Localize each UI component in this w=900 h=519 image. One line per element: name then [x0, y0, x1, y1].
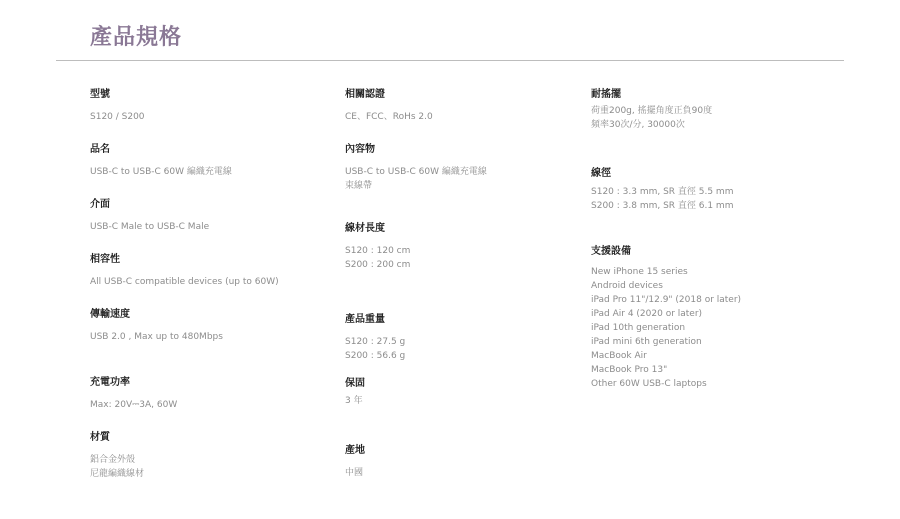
spec-value-line: 鋁合金外殼: [90, 455, 136, 465]
spec-label: 充電功率: [90, 377, 130, 388]
spec-label: 產品重量: [345, 314, 385, 325]
spec-value: [90, 330, 330, 344]
spec-value-line: 尼龍編織線材: [90, 469, 145, 479]
spec-value-line: S120 / S200: [90, 112, 145, 122]
spec-value: [345, 244, 585, 272]
spec-value: [591, 104, 831, 132]
spec-value: [90, 275, 330, 289]
spec-value: [90, 398, 330, 412]
spec-label: 內容物: [345, 144, 375, 155]
spec-label: 保固: [345, 378, 365, 389]
spec-value-line: 頻率30次/分, 30000次: [591, 120, 685, 130]
spec-value: [345, 394, 585, 408]
spec-value-line: All USB-C compatible devices (up to 60W): [90, 277, 279, 287]
spec-label: 支援設備: [591, 246, 631, 257]
spec-value-line: USB-C Male to USB-C Male: [90, 222, 210, 232]
spec-supported-devices: [591, 245, 831, 391]
spec-value-line: S120 : 27.5 g: [345, 337, 406, 347]
spec-weight: [345, 313, 585, 363]
spec-label: 線徑: [591, 168, 611, 179]
spec-label: 材質: [90, 432, 110, 443]
spec-value-line: S200 : 200 cm: [345, 260, 411, 270]
spec-value-line: S200 : 56.6 g: [345, 351, 406, 361]
spec-contents: [345, 143, 585, 193]
spec-value-line: Other 60W USB-C laptops: [591, 379, 707, 389]
spec-model: [90, 88, 330, 124]
spec-value: [90, 165, 330, 179]
spec-value-line: USB-C to USB-C 60W 編織充電線: [345, 167, 487, 177]
spec-value: [345, 110, 585, 124]
spec-value-line: S120 : 3.3 mm, SR 直徑 5.5 mm: [591, 187, 734, 197]
spec-value-line: iPad Air 4 (2020 or later): [591, 309, 703, 319]
spec-origin: [345, 444, 585, 480]
spec-value: [345, 165, 585, 193]
spec-label: 品名: [90, 144, 110, 155]
spec-value-line: iPad mini 6th generation: [591, 337, 702, 347]
spec-value-line: CE、FCC、RoHs 2.0: [345, 112, 433, 122]
spec-value-line: S200 : 3.8 mm, SR 直徑 6.1 mm: [591, 201, 734, 211]
spec-product-name: [90, 143, 330, 179]
spec-compatibility: [90, 253, 330, 289]
spec-certification: [345, 88, 585, 124]
spec-label: 相容性: [90, 254, 120, 265]
spec-label: 介面: [90, 199, 110, 210]
spec-value-line: 中國: [345, 468, 364, 478]
spec-label: 產地: [345, 445, 365, 456]
spec-value-line: 3 年: [345, 396, 363, 406]
spec-cable-diameter: [591, 167, 831, 213]
spec-value: [90, 220, 330, 234]
spec-material: [90, 431, 330, 481]
spec-value-line: MacBook Pro 13": [591, 365, 668, 375]
spec-value-line: Android devices: [591, 281, 663, 291]
spec-value-line: New iPhone 15 series: [591, 267, 688, 277]
spec-value-line: USB-C to USB-C 60W 編織充電線: [90, 167, 232, 177]
spec-value: [90, 453, 330, 481]
spec-transfer-speed: [90, 308, 330, 344]
spec-value: [345, 335, 585, 363]
spec-value: [345, 466, 585, 480]
spec-label: 傳輸速度: [90, 309, 130, 320]
spec-value-line: MacBook Air: [591, 351, 647, 361]
spec-label: 耐搖擺: [591, 89, 621, 100]
spec-warranty: [345, 377, 585, 408]
spec-label: 相關認證: [345, 89, 385, 100]
spec-charging-power: [90, 376, 330, 412]
spec-value-line: iPad 10th generation: [591, 323, 686, 333]
spec-value-line: 束線帶: [345, 181, 373, 191]
spec-cable-length: [345, 222, 585, 272]
spec-value-line: 荷重200g, 搖擺角度正負90度: [591, 106, 713, 116]
spec-value-line: USB 2.0 , Max up to 480Mbps: [90, 332, 223, 342]
spec-value-line: iPad Pro 11"/12.9" (2018 or later): [591, 295, 742, 305]
spec-value-line: Max: 20V⎓3A, 60W: [90, 400, 178, 410]
page-title: 產品規格: [90, 25, 183, 50]
spec-value: [591, 185, 831, 213]
spec-label: 型號: [90, 89, 110, 100]
spec-value: [591, 265, 831, 391]
title-divider: [56, 60, 844, 61]
spec-label: 線材長度: [345, 223, 385, 234]
spec-interface: [90, 198, 330, 234]
spec-value: [90, 110, 330, 124]
spec-value-line: S120 : 120 cm: [345, 246, 411, 256]
spec-flex-durability: [591, 88, 831, 132]
